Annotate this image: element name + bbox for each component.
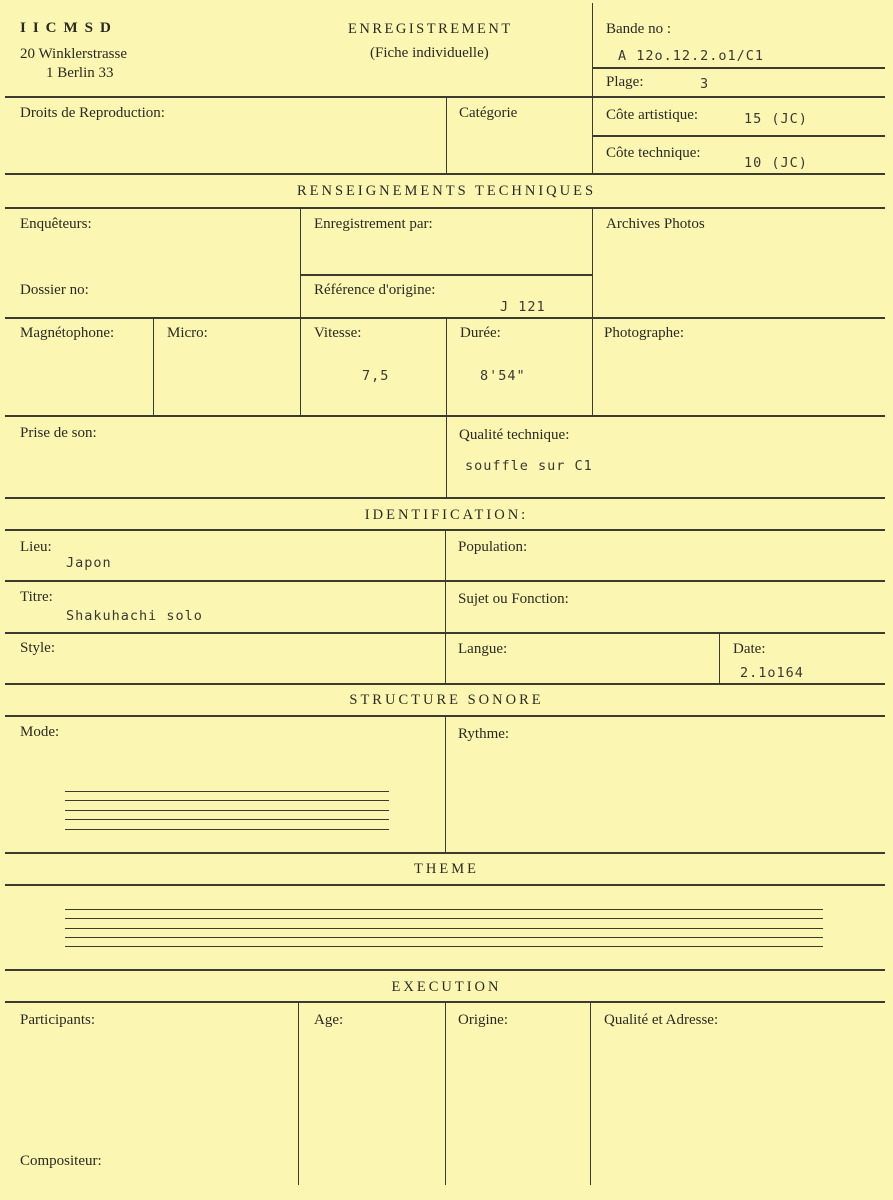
- cote-artistique-value: 15 (JC): [744, 111, 808, 127]
- plage-value: 3: [700, 76, 710, 92]
- langue-label: Langue:: [458, 641, 508, 657]
- rule: [445, 1001, 446, 1185]
- enregistrement-par-label: Enregistrement par:: [314, 216, 433, 232]
- rule: [153, 317, 154, 416]
- qualite-adresse-label: Qualité et Adresse:: [604, 1012, 719, 1028]
- rule: [5, 96, 885, 98]
- rule: [5, 884, 885, 886]
- cote-technique-label: Côte technique:: [606, 145, 701, 161]
- reference-value: J 121: [500, 299, 546, 315]
- rythme-label: Rythme:: [458, 726, 510, 742]
- rule: [5, 632, 885, 634]
- rule: [5, 969, 885, 971]
- rule: [5, 317, 885, 319]
- rule: [446, 317, 447, 497]
- plage-label: Plage:: [606, 74, 644, 90]
- rule: [590, 1001, 591, 1185]
- population-label: Population:: [458, 539, 528, 555]
- participants-label: Participants:: [20, 1012, 95, 1028]
- duree-value: 8'54": [480, 368, 526, 384]
- rule: [592, 135, 885, 137]
- rule: [5, 683, 885, 685]
- address-line1: 20 Winklerstrasse: [20, 46, 128, 62]
- form-subtitle: (Fiche individuelle): [370, 45, 489, 61]
- rule: [592, 3, 593, 173]
- origine-label: Origine:: [458, 1012, 508, 1028]
- age-label: Age:: [314, 1012, 344, 1028]
- magnetophone-label: Magnétophone:: [20, 325, 115, 341]
- rule: [5, 497, 885, 499]
- titre-value: Shakuhachi solo: [66, 608, 203, 624]
- titre-label: Titre:: [20, 589, 53, 605]
- enqueteurs-label: Enquêteurs:: [20, 216, 92, 232]
- rule: [445, 529, 446, 684]
- qualite-technique-value: souffle sur C1: [465, 458, 593, 474]
- section-structure: STRUCTURE SONORE: [349, 692, 544, 708]
- form-title: ENREGISTREMENT: [348, 21, 513, 37]
- section-identification: IDENTIFICATION:: [364, 507, 529, 523]
- rule: [719, 632, 720, 684]
- rule: [300, 274, 592, 276]
- lieu-value: Japon: [66, 555, 112, 571]
- rule: [446, 96, 447, 173]
- rule: [298, 1001, 299, 1185]
- rule: [300, 207, 301, 416]
- bande-value: A 12o.12.2.o1/C1: [618, 48, 765, 64]
- micro-label: Micro:: [167, 325, 208, 341]
- cote-artistique-label: Côte artistique:: [606, 107, 699, 123]
- section-theme: THEME: [414, 861, 479, 877]
- categorie-label: Catégorie: [459, 105, 518, 121]
- duree-label: Durée:: [460, 325, 501, 341]
- rule: [5, 580, 885, 582]
- rule: [5, 173, 885, 175]
- sujet-label: Sujet ou Fonction:: [458, 591, 569, 607]
- droits-label: Droits de Reproduction:: [20, 105, 165, 121]
- rule: [445, 715, 446, 853]
- bande-label: Bande no :: [606, 21, 671, 37]
- rule: [5, 852, 885, 854]
- reference-label: Référence d'origine:: [314, 282, 436, 298]
- qualite-technique-label: Qualité technique:: [459, 427, 570, 443]
- logo: IICMSD: [20, 20, 118, 36]
- style-label: Style:: [20, 640, 56, 656]
- compositeur-label: Compositeur:: [20, 1153, 102, 1169]
- section-technical: RENSEIGNEMENTS TECHNIQUES: [296, 183, 597, 199]
- vitesse-value: 7,5: [362, 368, 390, 384]
- address-line2: 1 Berlin 33: [46, 65, 114, 81]
- section-execution: EXECUTION: [391, 979, 502, 995]
- vitesse-label: Vitesse:: [314, 325, 362, 341]
- dossier-label: Dossier no:: [20, 282, 89, 298]
- date-label: Date:: [733, 641, 766, 657]
- archives-photos-label: Archives Photos: [606, 216, 705, 232]
- cote-technique-value: 10 (JC): [744, 155, 808, 171]
- date-value: 2.1o164: [740, 665, 804, 681]
- rule: [5, 207, 885, 209]
- mode-label: Mode:: [20, 724, 60, 740]
- lieu-label: Lieu:: [20, 539, 52, 555]
- rule: [5, 415, 885, 417]
- photographe-label: Photographe:: [604, 325, 684, 341]
- rule: [592, 67, 885, 69]
- rule: [592, 207, 593, 416]
- prise-de-son-label: Prise de son:: [20, 425, 97, 441]
